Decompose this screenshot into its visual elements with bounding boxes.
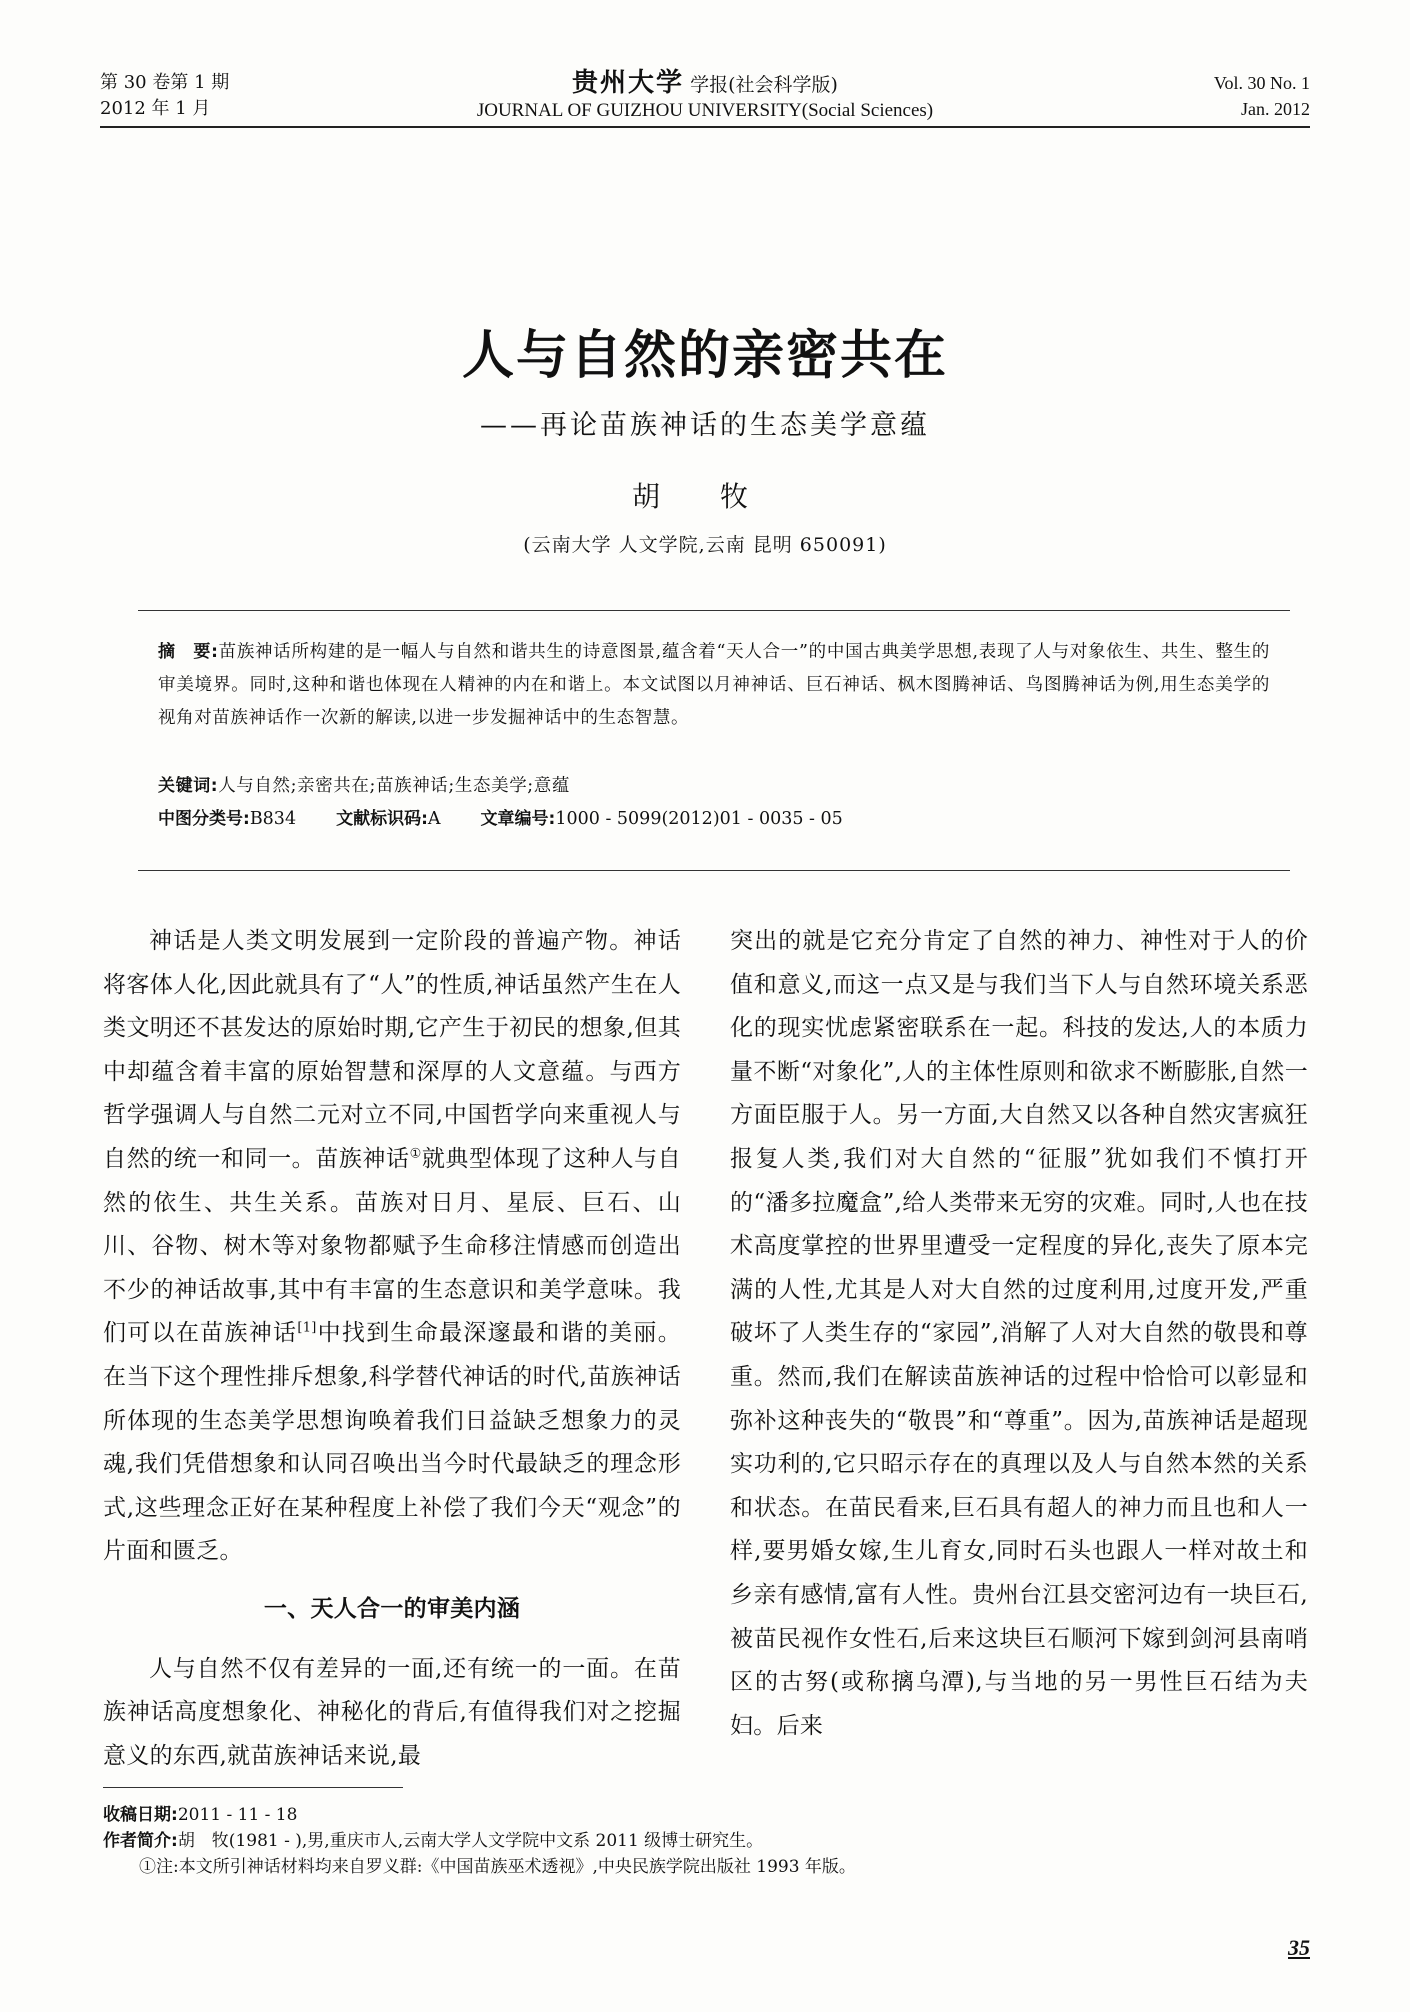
abstract-label: 摘 要: [158,642,219,662]
keywords-text: 人与自然;亲密共在;苗族神话;生态美学;意蕴 [218,776,570,796]
author-bio-label: 作者简介: [103,1831,178,1851]
page-number: 35 [1288,1935,1310,1960]
received-date [103,1802,1203,1828]
received-value: 2011 - 11 - 18 [177,1805,298,1825]
header-volume-cn: 第 30 卷第 1 期 [100,72,230,93]
footnotes [103,1802,1203,1880]
journal-suffix-cn: 学报(社会科学版) [690,74,838,96]
abstract-bottom-rule [138,870,1290,871]
body-right-column [730,920,1308,1748]
header-rule [100,126,1310,128]
abstract [158,636,1270,735]
paragraph-intro-part1: 神话是人类文明发展到一定阶段的普遍产物。神话将客体人化,因此就具有了“人”的性质,神话虽然产生在人类文明还不甚发达的原始时期,它产生于初民的想象,但其中却蕴含着丰富的原始智慧和深厚的人文意蕴。与西方哲学强调人与自然二元对立不同,中国哲学向来重视人与自然的统一和同一。苗族神话 [103,928,681,1172]
footnote-marker-1: ① [409,1146,422,1162]
paragraph-section1: 人与自然不仅有差异的一面,还有统一的一面。在苗族神话高度想象化、神秘化的背后,有值得我们对之挖掘意义的东西,就苗族神话来说,最 [103,1655,681,1769]
keywords-label: 关键词: [158,776,219,796]
abstract-top-rule [138,610,1290,611]
paragraph-intro-part3: 中找到生命最深邃最和谐的美丽。在当下这个理性排斥想象,科学替代神话的时代,苗族神话所体现的生态美学思想询唤着我们日益缺乏想象力的灵魂,我们凭借想象和认同召唤出当今时代最缺乏的理念形式,这些理念正好在某种程度上补偿了我们今天“观念”的片面和匮乏。 [103,1320,682,1565]
received-label: 收稿日期: [103,1805,178,1825]
header-date-en: Jan. 2012 [1241,99,1310,119]
keywords [158,770,1270,803]
header-volume-en-text: Vol. 30 No. 1 [1213,73,1310,93]
article-title: 人与自然的亲密共在 [461,325,948,386]
journal-name-cn: 贵州大学 [572,68,685,98]
paragraph-intro [103,920,681,1574]
header-date-cn: 2012 年 1 月 [100,98,211,119]
footnote-rule [103,1787,403,1788]
journal-name-en: JOURNAL OF GUIZHOU UNIVERSITY(Social Sciences) [476,100,934,121]
doc-code-label: 文献标识码: [336,809,428,829]
section-heading: 一、天人合一的审美内涵 [263,1595,521,1622]
article-subtitle: ——再论苗族神话的生态美学意蕴 [480,410,930,441]
classification-line [158,803,1270,836]
citation-marker-1: [1] [297,1320,317,1336]
header-volume-en [1214,70,1310,122]
article-no-value: 1000 - 5099(2012)01 - 0035 - 05 [555,809,843,829]
header-journal [0,70,1410,124]
author-affiliation: (云南大学 人文学院,云南 昆明 650091) [523,534,887,556]
article-no-label: 文章编号: [480,809,556,829]
author-bio-text: 胡 牧(1981 - ),男,重庆市人,云南大学人文学院中文系 2011 级博士研究生。 [177,1831,764,1851]
doc-code-value: A [427,809,441,829]
abstract-text: 苗族神话所构建的是一幅人与自然和谐共生的诗意图景,蕴含着“天人合一”的中国古典美学思想,表现了人与对象依生、共生、整生的审美境界。同时,这种和谐也体现在人精神的内在和谐上。本文试图以月神神话、巨石神话、枫木图腾神话、鸟图腾神话为例,用生态美学的视角对苗族神话作一次新的解读,以进一步发掘神话中的生态智慧。 [158,642,1271,728]
footnote-1: ①注:本文所引神话材料均来自罗义群:《中国苗族巫术透视》,中央民族学院出版社 1993 年版。 [139,1857,856,1877]
clc-label: 中图分类号: [158,809,250,829]
clc-value: B834 [249,809,297,829]
article-author: 胡牧 [631,480,808,513]
paragraph-intro-part2: 就典型体现了这种人与自然的依生、共生关系。苗族对日月、星辰、巨石、山川、谷物、树木等对象物都赋予生命移注情感而创造出不少的神话故事,其中有丰富的生态意识和美学意味。我们可以在苗族神话 [103,1145,681,1347]
body-left-column [103,920,681,1778]
author-bio [103,1828,1203,1854]
paragraph-continued: 突出的就是它充分肯定了自然的神力、神性对于人的价值和意义,而这一点又是与我们当下人与自然环境关系恶化的现实忧虑紧密联系在一起。科技的发达,人的本质力量不断“对象化”,人的主体性原则和欲求不断膨胀,自然一方面臣服于人。另一方面,大自然又以各种自然灾害疯狂报复人类,我们对大自然的“征服”犹如我们不慎打开的“潘多拉魔盒”,给人类带来无穷的灾难。同时,人也在技术高度掌控的世界里遭受一定程度的异化,丧失了原本完满的人性,尤其是人对大自然的过度利用,过度开发,严重破坏了人类生存的“家园”,消解了人对大自然的敬畏和尊重。然而,我们在解读苗族神话的过程中恰恰可以彰显和弥补这种丧失的“敬畏”和“尊重”。因为,苗族神话是超现实功利的,它只昭示存在的真理以及人与自然本然的关系和状态。在苗民看来,巨石具有超人的神力而且也和人一样,要男婚女嫁,生儿育女,同时石头也跟人一样对故土和乡亲有感情,富有人性。贵州台江县交密河边有一块巨石,被苗民视作女性石,后来这块巨石顺河下嫁到剑河县南哨区的古努(或称摛乌潭),与当地的另一男性巨石结为夫妇。后来 [730,928,1308,1739]
